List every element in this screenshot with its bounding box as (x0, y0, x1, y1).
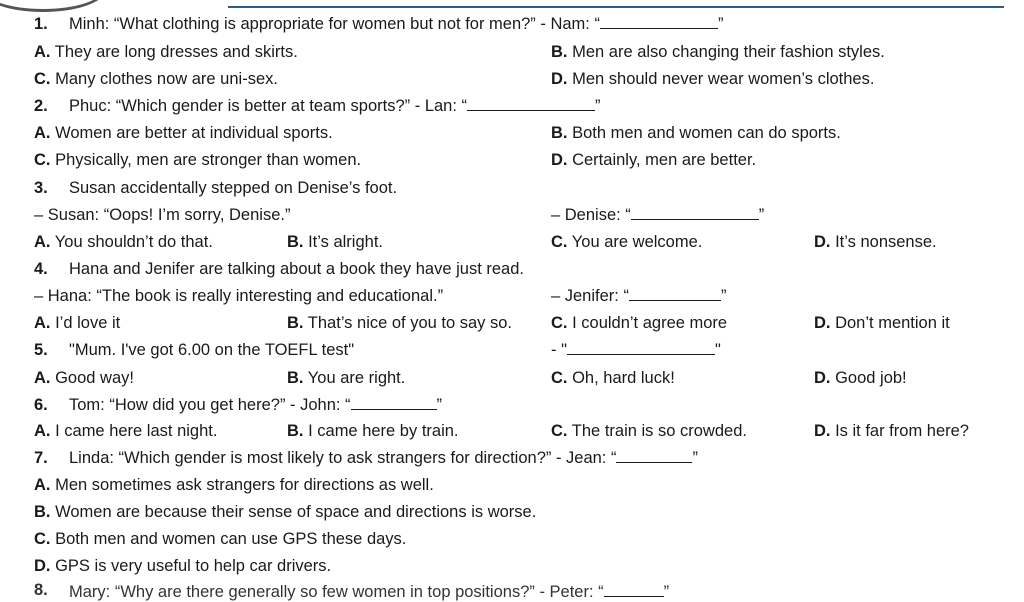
option-a[interactable]: A. Women are better at individual sports. (34, 124, 333, 142)
option-b[interactable]: B. I came here by train. (287, 422, 459, 440)
question-number: 2. (34, 97, 48, 115)
question-stem: Mary: “Why are there generally so few women in top positions?” - Peter: “ ” (69, 580, 669, 602)
question-number: 7. (34, 449, 48, 467)
option-d[interactable]: D. Good job! (814, 369, 907, 387)
question-stem: "Mum. I've got 6.00 on the TOEFL test" (69, 341, 355, 359)
question-stem: Hana and Jenifer are talking about a book they have just read. (69, 260, 524, 278)
answer-blank (467, 94, 595, 111)
option-d[interactable]: D. Don’t mention it (814, 314, 950, 332)
option-c[interactable]: C. Many clothes now are uni-sex. (34, 70, 278, 88)
option-c[interactable]: C. Physically, men are stronger than women. (34, 151, 362, 169)
question-stem: Susan accidentally stepped on Denise’s foot. (69, 179, 398, 197)
option-a[interactable]: A. Men sometimes ask strangers for directions as well. (34, 476, 434, 494)
question-number: 6. (34, 396, 48, 414)
header-rule (228, 6, 1004, 8)
option-c[interactable]: C. You are welcome. (551, 233, 703, 251)
option-d[interactable]: D. Men should never wear women’s clothes. (551, 70, 875, 88)
question-stem: Linda: “Which gender is most likely to ask strangers for direction?” - Jean: “ ” (69, 446, 698, 470)
question-stem: Minh: “What clothing is appropriate for women but not for men?” - Nam: “ ” (69, 12, 723, 36)
option-a[interactable]: A. You shouldn’t do that. (34, 233, 213, 251)
answer-blank (616, 446, 692, 463)
option-b[interactable]: B. That’s nice of you to say so. (287, 314, 513, 332)
answer-blank (604, 580, 664, 597)
question-stem: Phuc: “Which gender is better at team sports?” - Lan: “ ” (69, 94, 601, 118)
dialogue-line: – Susan: “Oops! I’m sorry, Denise.” (34, 206, 291, 224)
option-b[interactable]: B. It’s alright. (287, 233, 383, 251)
option-a[interactable]: A. They are long dresses and skirts. (34, 43, 298, 61)
option-d[interactable]: D. GPS is very useful to help car drivers. (34, 557, 332, 575)
option-b[interactable]: B. Men are also changing their fashion styles. (551, 43, 885, 61)
answer-blank (629, 284, 721, 301)
question-number: 5. (34, 341, 48, 359)
answer-blank (600, 12, 718, 29)
option-b[interactable]: B. Women are because their sense of space and directions is worse. (34, 503, 537, 521)
option-d[interactable]: D. Is it far from here? (814, 422, 969, 440)
answer-blank (567, 338, 715, 355)
option-c[interactable]: C. The train is so crowded. (551, 422, 747, 440)
option-b[interactable]: B. You are right. (287, 369, 406, 387)
answer-blank (351, 393, 437, 410)
option-d[interactable]: D. Certainly, men are better. (551, 151, 757, 169)
question-number: 8. (34, 581, 48, 599)
question-number: 4. (34, 260, 48, 278)
question-stem: Tom: “How did you get here?” - John: “ ” (69, 393, 442, 417)
question-number: 3. (34, 179, 48, 197)
option-c[interactable]: C. I couldn’t agree more (551, 314, 728, 332)
dialogue-response: - " " (551, 338, 721, 362)
dialogue-response: – Denise: “ ” (551, 203, 764, 227)
option-b[interactable]: B. Both men and women can do sports. (551, 124, 841, 142)
option-a[interactable]: A. I’d love it (34, 314, 121, 332)
option-a[interactable]: A. I came here last night. (34, 422, 218, 440)
question-number: 1. (34, 15, 48, 33)
dialogue-line: – Hana: “The book is really interesting and educational.” (34, 287, 444, 305)
answer-blank (631, 203, 759, 220)
option-c[interactable]: C. Both men and women can use GPS these days. (34, 530, 407, 548)
option-a[interactable]: A. Good way! (34, 369, 134, 387)
dialogue-response: – Jenifer: “ ” (551, 284, 726, 308)
option-c[interactable]: C. Oh, hard luck! (551, 369, 675, 387)
option-d[interactable]: D. It’s nonsense. (814, 233, 937, 251)
